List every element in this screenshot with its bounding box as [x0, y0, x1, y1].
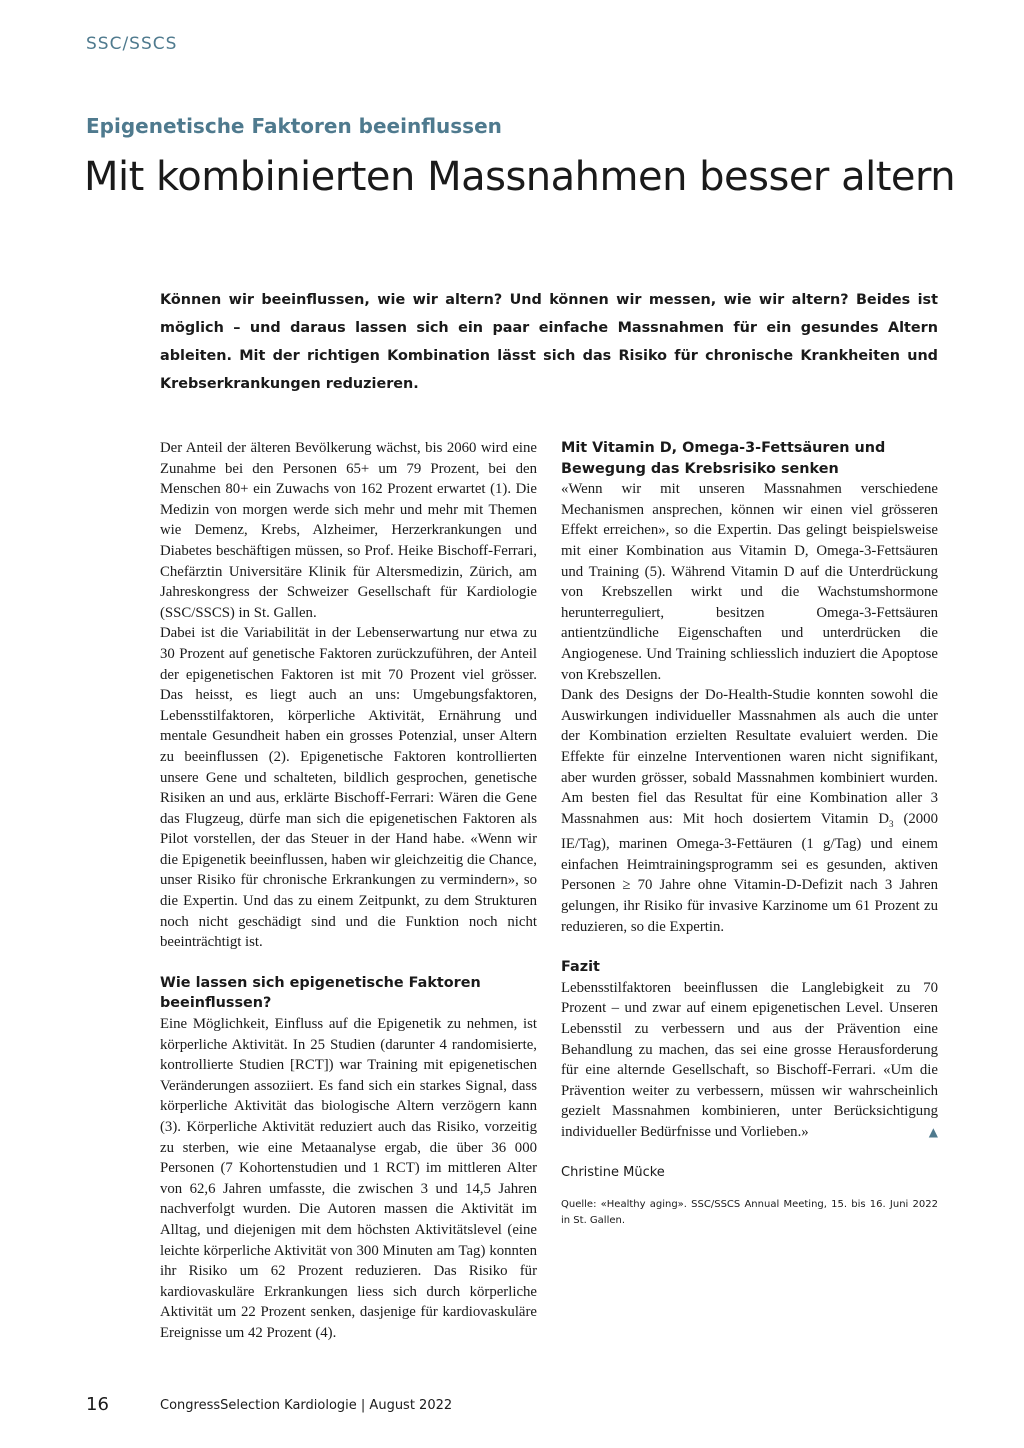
left-column — [160, 438, 537, 1344]
footer-publication: CongressSelection Kardiologie | August 2022 — [160, 1398, 453, 1413]
article-kicker: Epigenetische Faktoren beeinflussen — [86, 114, 502, 138]
body-paragraph: Der Anteil der älteren Bevölkerung wächst, bis 2060 wird eine Zunahme bei den Personen 65+ um 79 Prozent, bei den Menschen 80+ ein Zuwachs von 162 Prozent erwartet (1). Die Medizin von morgen werde sich mehr und mehr mit Themen wie Demenz, Krebs, Alzheimer, Herzerkrankungen und Diabetes beschäftigen müssen, so Prof. Heike Bischoff-Ferrari, Chefärztin Universitäre Klinik für Altersmedizin, Zürich, am Jahreskongress der Schweizer Gesellschaft für Kardiologie (SSC/SSCS) in St. Gallen. — [160, 440, 537, 621]
body-paragraph: Dabei ist die Variabilität in der Lebenserwartung nur etwa zu 30 Prozent auf genetische Faktoren zurückzuführen, der Anteil der epigenetischen Faktoren ist mit 70 Prozent viel grösser. Das heisst, es liegt auch an uns: Umgebungsfaktoren, Lebensstilfaktoren, körperliche Aktivität, Ernährung und mentale Gesundheit haben ein grosses Potenzial, unser Altern zu beeinflussen (2). Epigenetische Faktoren kontrollierten unsere Gene und schalteten, bildlich gesprochen, genetische Risiken an und aus, erklärte Bischoff-Ferrari: Wären die Gene das Flugzeug, dürfe man sich die epigenetischen Faktoren als Pilot vorstellen, der das Steuer in der Hand habe. «Wenn wir die Epigenetik beeinflussen, haben wir gleichzeitig die Chance, unser Risiko für chronische Erkrankungen zu vermindern», so die Expertin. Und das zu einem Zeitpunkt, zu dem Strukturen noch nicht geschädigt sind und die Funktion noch nicht beeinträchtigt ist. — [160, 625, 537, 951]
body-text-part: Lebensstilfaktoren beeinflussen die Langlebigkeit zu 70 Prozent – und zwar auf einem epigenetischen Level. Unseren Lebensstil zu verbessern und aus der Prävention eine Behandlung zu machen, das sei eine grosse Herausforderung für eine alternde Gesellschaft, so Bischoff-Ferrari. «Um die Prävention weiter zu verbessern, müssen wir wahrscheinlich gezielt Massnahmen kombinieren, unter Berücksichtigung individueller Bedürfnisse und Vorlieben.» — [561, 979, 938, 1140]
section-label: SSC/SSCS — [86, 34, 178, 54]
right-column — [561, 438, 938, 1229]
source-note: Quelle: «Healthy aging». SSC/SSCS Annual Meeting, 15. bis 16. Juni 2022 in St. Gallen. — [561, 1198, 938, 1226]
body-paragraph: Eine Möglichkeit, Einfluss auf die Epigenetik zu nehmen, ist körperliche Aktivität. In 25 Studien (darunter 4 randomisierte, kontrollierte Studien [RCT]) war Training mit epigenetischen Veränderungen assoziiert. Es fand sich ein starkes Signal, dass körperliche Aktivität das biologische Altern verzögern kann (3). Körperliche Aktivität reduziert auch das Risiko, vorzeitig zu sterben, wie eine Metaanalyse ergab, die über 36 000 Personen (7 Kohortenstudien und 1 RCT) im mittleren Alter von 62,6 Jahren umfasste, die zwischen 3 und 14,5 Jahren nachverfolgt wurden. Die Autoren massen die Aktivität im Alltag, und diejenigen mit dem höchsten Aktivitätslevel (eine leichte körperliche Aktivität von 300 Minuten am Tag) konnten ihr Risiko um 62 Prozent reduzieren. Das Risiko für kardiovaskuläre Erkrankungen liess sich durch körperliche Aktivität um 22 Prozent senken, dasjenige für kardiovaskuläre Ereignisse um 42 Prozent (4). — [160, 1016, 537, 1341]
body-paragraph — [561, 978, 938, 1143]
article-headline: Mit kombinierten Massnahmen besser altern — [84, 154, 956, 200]
subheading: Wie lassen sich epigenetische Faktoren beeinflussen? — [160, 974, 481, 1012]
body-text-part: Dank des Designs der Do-Health-Studie konnten sowohl die Auswirkungen individueller Massnahmen als auch die unter der Kombination erzielten Resultate evaluiert werden. Die Effekte für einzelne Interventionen waren nicht signifikant, aber wurden grösser, sobald Massnahmen kombiniert wurden. Am besten fiel das Resultat für eine Kombination aller 3 Massnahmen aus: Mit hoch dosiertem Vitamin D — [561, 687, 938, 827]
subheading: Mit Vitamin D, Omega-3-Fettsäuren und Bewegung das Krebsrisiko senken — [561, 440, 886, 477]
subscript: 3 — [889, 818, 894, 829]
body-text-part: (2000 IE/Tag), marinen Omega-3-Fettäuren (1 g/Tag) und einem einfachen Heimtrainingsprogramm sei es gesunden, aktiven Personen ≥ 70 Jahre ohne Vitamin-D-Defizit nach 3 Jahren gelungen, ihr Risiko für invasive Karzinome um 61 Prozent zu reduzieren, so die Expertin. — [561, 810, 938, 935]
end-of-article-icon: ▲ — [928, 1124, 938, 1139]
page-number: 16 — [86, 1394, 109, 1415]
subheading: Fazit — [561, 959, 600, 976]
author-name: Christine Mücke — [561, 1164, 665, 1180]
body-paragraph — [561, 685, 938, 937]
article-lead: Können wir beeinflussen, wie wir altern? Und können wir messen, wie wir altern? Beides ist möglich – und daraus lassen sich ein paar einfache Massnahmen für ein gesundes Altern ableiten. Mit der richtigen Kombination lässt sich das Risiko für chronische Krankheiten und Krebserkrankungen reduzieren. — [160, 292, 938, 392]
body-paragraph: «Wenn wir mit unseren Massnahmen verschiedene Mechanismen ansprechen, können wir einen viel grösseren Effekt erreichen», so die Expertin. Das gelingt beispielsweise mit einer Kombination aus Vitamin D, Omega-3-Fettsäuren und Training (5). Während Vitamin D auf die Unterdrückung von Krebszellen wirkt und die Wachstumshormone herunterreguliert, besitzen Omega-3-Fettsäuren antientzündliche Eigenschaften und unterdrücken die Angiogenese. Und Training schliesslich induziert die Apoptose von Krebszellen. — [561, 481, 938, 683]
